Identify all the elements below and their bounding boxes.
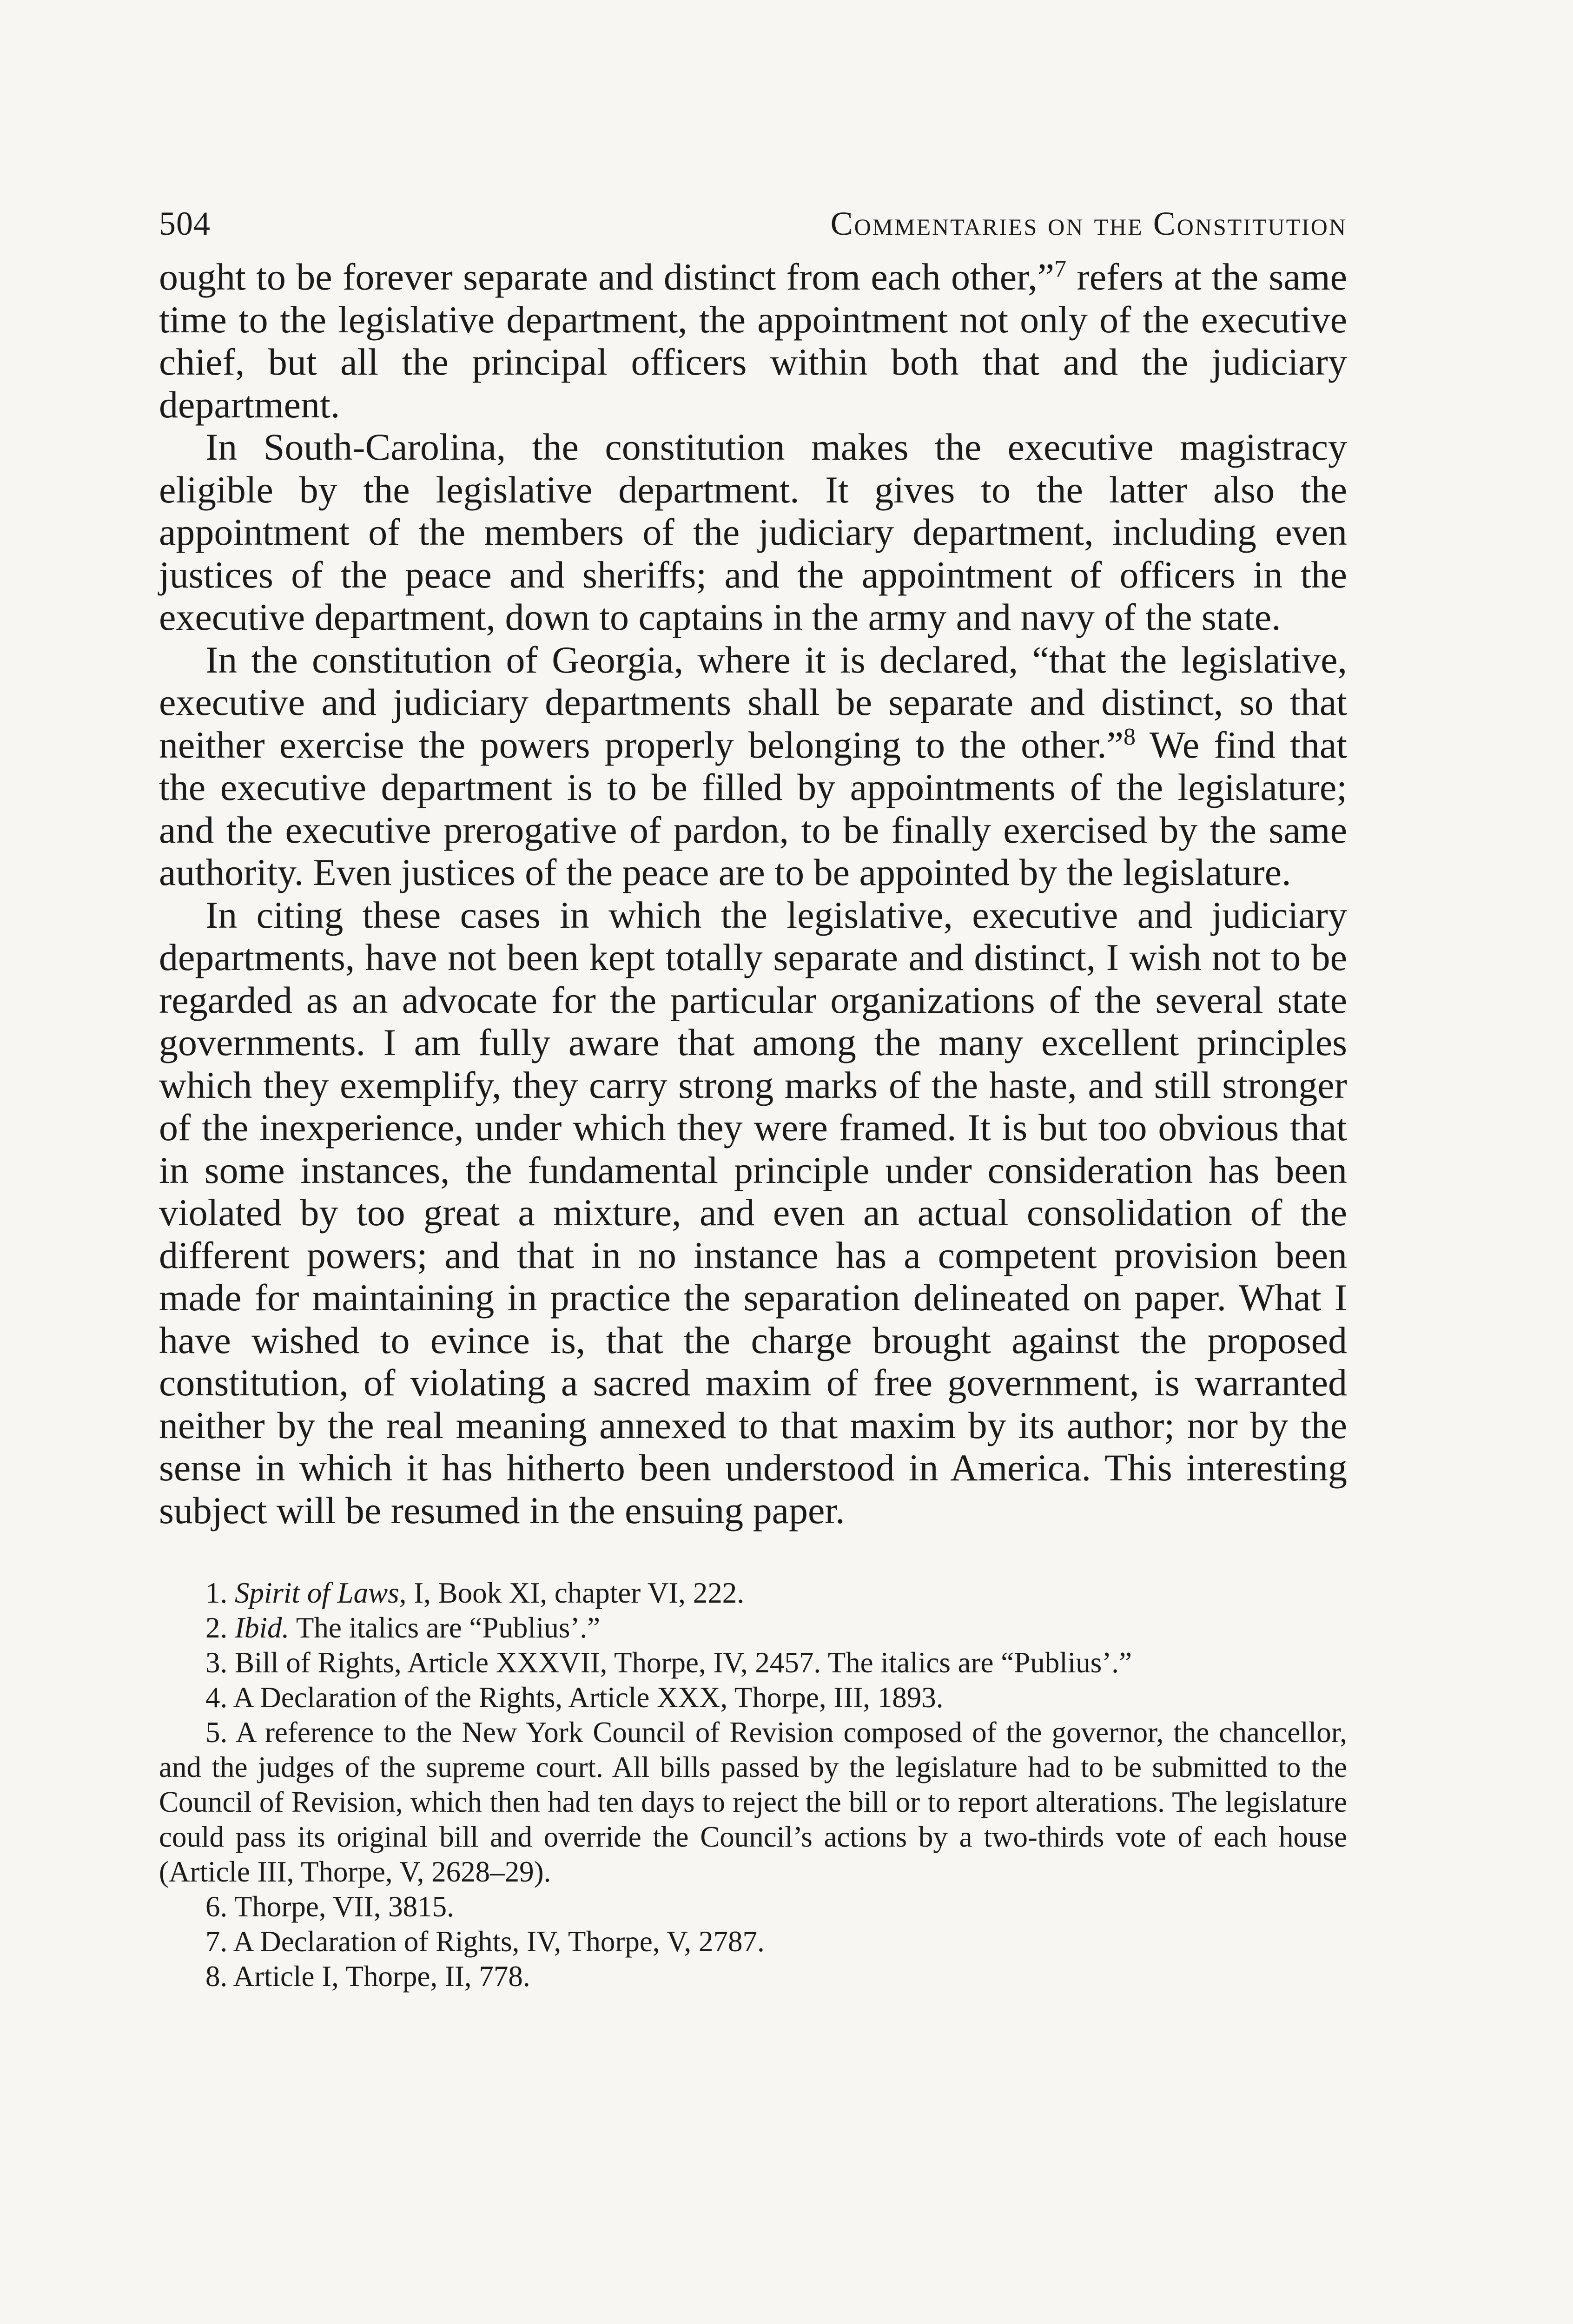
paragraph-text: We find that the executive department is to be filled by appointments of the legislature; and the executive prerogative of pardon, to be finally exercised by the same authority. Even justices of the peace are to be appointed by the legislature. bbox=[159, 723, 1348, 893]
paragraph bbox=[159, 256, 1347, 426]
paragraph bbox=[159, 894, 1347, 1532]
footnote bbox=[159, 1680, 1347, 1715]
footnote-text: A Declaration of the Rights, Article XXX, Thorpe, III, 1893. bbox=[233, 1681, 944, 1714]
footnote-text: Bill of Rights, Article XXXVII, Thorpe, IV, 2457. The italics are “Publius’.” bbox=[235, 1646, 1132, 1679]
footnote-text: A Declaration of Rights, IV, Thorpe, V, 2787. bbox=[233, 1925, 765, 1958]
footnote-text: I, Book XI, chapter VI, 222. bbox=[406, 1577, 745, 1609]
page-number: 504 bbox=[159, 205, 211, 242]
footnote-text: Article I, Thorpe, II, 778. bbox=[233, 1960, 530, 1993]
footnote-number: 1. bbox=[205, 1577, 228, 1609]
footnote-italic: Spirit of Laws, bbox=[235, 1577, 407, 1609]
paragraph bbox=[159, 639, 1347, 894]
footnote-text: The italics are “Publius’.” bbox=[289, 1611, 601, 1644]
footnote bbox=[159, 1959, 1347, 1994]
body-text bbox=[159, 256, 1347, 1532]
page-header bbox=[159, 205, 1347, 256]
paragraph-text: refers at the same time to the legislative department, the appointment not only of the executive chief, but all the principal officers within both that and the judiciary department. bbox=[159, 256, 1347, 426]
footnote-number: 3. bbox=[205, 1646, 228, 1679]
footnote-ref: 8 bbox=[1124, 723, 1136, 750]
footnote-ref: 7 bbox=[1054, 256, 1067, 282]
footnote-number: 2. bbox=[205, 1611, 228, 1644]
footnote bbox=[159, 1715, 1347, 1889]
footnote-italic: Ibid. bbox=[235, 1611, 290, 1644]
footnote bbox=[159, 1576, 1347, 1611]
document-page bbox=[159, 205, 1347, 1994]
footnote bbox=[159, 1611, 1347, 1645]
footnote-number: 8. bbox=[205, 1960, 228, 1993]
footnote bbox=[159, 1889, 1347, 1924]
footnote-text: A reference to the New York Council of Revision composed of the governor, the chancellor, and the judges of the supreme court. All bills passed by the legislature had to be submitted to the Council of Revision, which then had ten days to reject the bill or to report alterations. The legislature could pass its original bill and override the Council’s actions by a two-thirds vote of each house (Article III, Thorpe, V, 2628–29). bbox=[159, 1716, 1347, 1888]
footnotes bbox=[159, 1576, 1347, 1994]
footnote-text: Thorpe, VII, 3815. bbox=[234, 1890, 454, 1923]
running-title: Commentaries on the Constitution bbox=[830, 205, 1347, 242]
footnote bbox=[159, 1924, 1347, 1959]
footnote-number: 7. bbox=[205, 1925, 228, 1958]
footnote-number: 5. bbox=[205, 1716, 228, 1749]
paragraph bbox=[159, 426, 1347, 639]
paragraph-text: In citing these cases in which the legislative, executive and judiciary departments, have not been kept totally separate and distinct, I wish not to be regarded as an advocate for the particular organizations of the several state governments. I am fully aware that among the many excellent principles which they exemplify, they carry strong marks of the haste, and still stronger of the inexperience, under which they were framed. It is but too obvious that in some instances, the fundamental principle under consideration has been violated by too great a mixture, and even an actual consolidation of the different powers; and that in no instance has a competent provision been made for maintaining in practice the separation delineated on paper. What I have wished to evince is, that the charge brought against the proposed constitution, of violating a sacred maxim of free government, is warranted neither by the real meaning annexed to that maxim by its author; nor by the sense in which it has hitherto been understood in America. This interesting subject will be resumed in the ensuing paper. bbox=[159, 893, 1347, 1532]
footnote-number: 4. bbox=[205, 1681, 228, 1714]
footnote bbox=[159, 1645, 1347, 1680]
paragraph-text: ought to be forever separate and distinct from each other,” bbox=[159, 256, 1055, 298]
paragraph-text: In the constitution of Georgia, where it is declared, “that the legislative, executive and judiciary departments shall be separate and distinct, so that neither exercise the powers properly belonging to the other.” bbox=[159, 638, 1347, 766]
footnote-number: 6. bbox=[205, 1890, 228, 1923]
paragraph-text: In South-Carolina, the constitution makes the executive magistracy eligible by the legislative department. It gives to the latter also the appointment of the members of the judiciary department, including even justices of the peace and sheriffs; and the appointment of officers in the executive department, down to captains in the army and navy of the state. bbox=[159, 426, 1347, 638]
